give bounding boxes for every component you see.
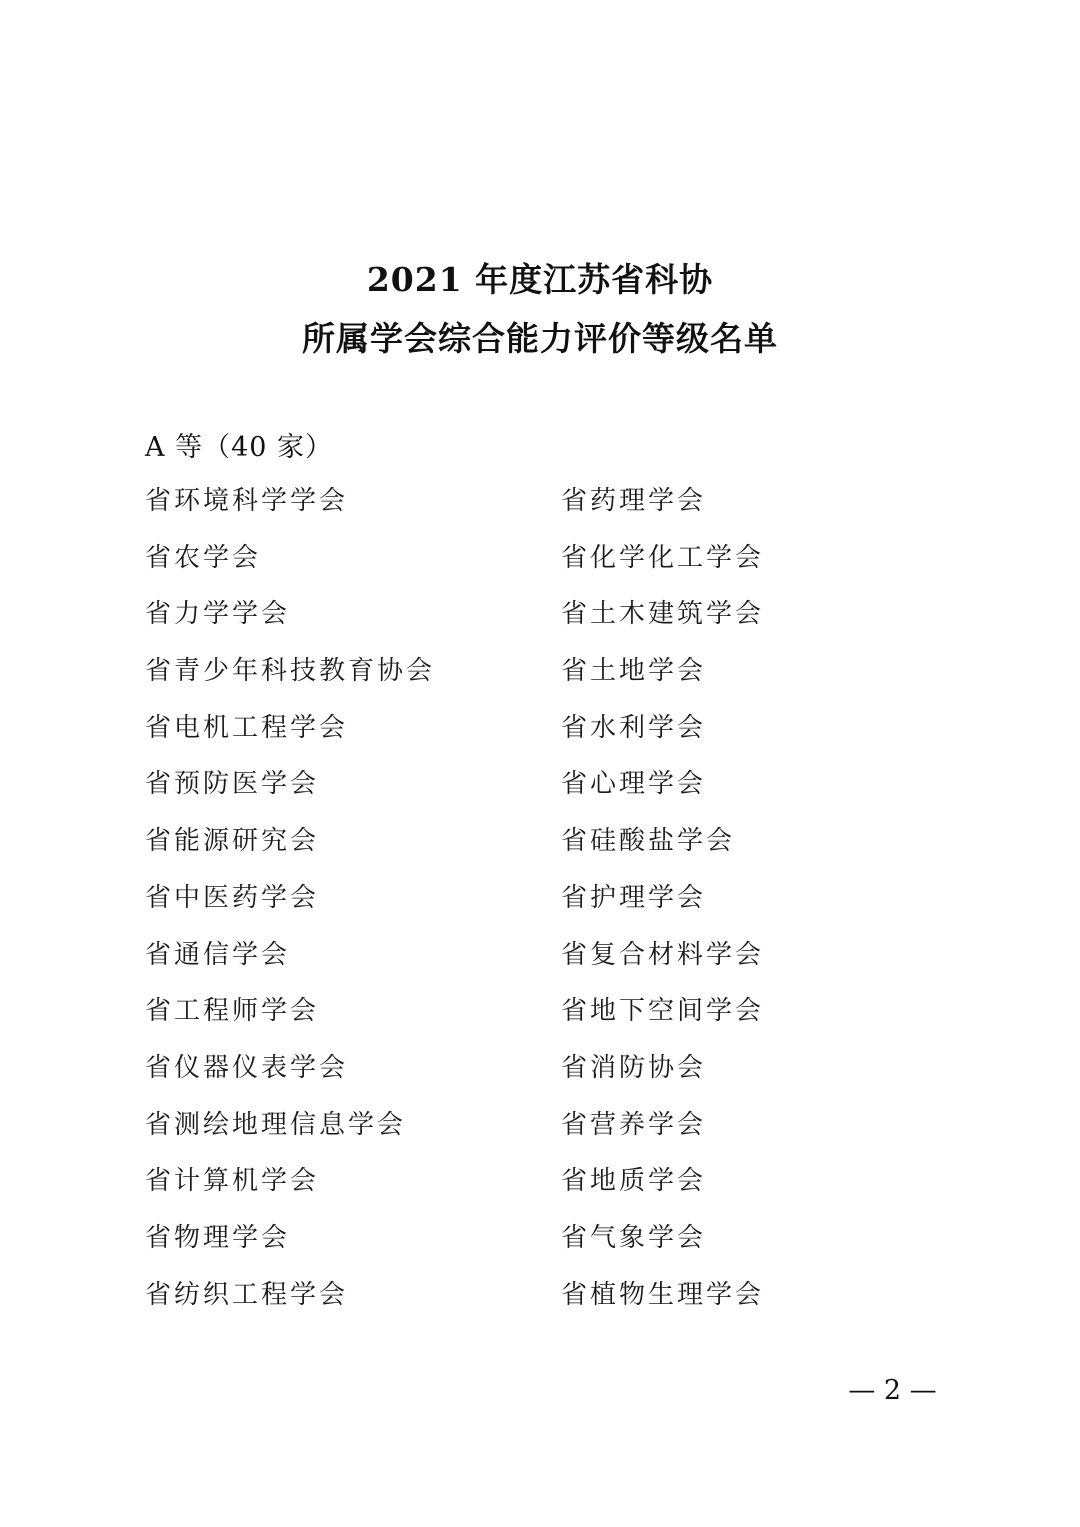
list-item: 省力学学会 bbox=[145, 599, 291, 630]
list-item: 省能源研究会 bbox=[145, 826, 320, 857]
list-item: 省青少年科技教育协会 bbox=[145, 656, 436, 687]
society-list-left bbox=[145, 481, 435, 1331]
document-title-line1: 2021 年度江苏省科协 bbox=[366, 260, 714, 299]
list-item: 省复合材料学会 bbox=[561, 939, 765, 970]
list-item: 省工程师学会 bbox=[145, 996, 320, 1027]
list-item: 省电机工程学会 bbox=[145, 712, 349, 743]
list-item: 省护理学会 bbox=[561, 882, 707, 913]
list-item: 省消防协会 bbox=[561, 1052, 707, 1083]
list-item: 省中医药学会 bbox=[145, 882, 320, 913]
list-item: 省农学会 bbox=[145, 542, 262, 573]
list-item: 省心理学会 bbox=[561, 769, 707, 800]
list-item: 省物理学会 bbox=[145, 1222, 291, 1253]
list-item: 省土木建筑学会 bbox=[561, 599, 765, 630]
list-item: 省环境科学学会 bbox=[145, 486, 349, 516]
society-list-right bbox=[561, 481, 764, 1331]
document-title-line2: 所属学会综合能力评价等级名单 bbox=[302, 319, 778, 358]
list-item: 省植物生理学会 bbox=[561, 1279, 765, 1310]
list-item: 省地质学会 bbox=[561, 1166, 707, 1197]
list-item: 省化学化工学会 bbox=[561, 542, 765, 573]
page-number: — 2 — bbox=[848, 1375, 937, 1406]
section-heading-grade-a: A 等（40 家） bbox=[145, 432, 334, 463]
list-item: 省仪器仪表学会 bbox=[145, 1052, 349, 1083]
list-item: 省营养学会 bbox=[561, 1109, 707, 1140]
list-item: 省通信学会 bbox=[145, 939, 291, 970]
list-item: 省土地学会 bbox=[561, 656, 707, 687]
list-item: 省水利学会 bbox=[561, 712, 707, 743]
list-item: 省气象学会 bbox=[561, 1222, 707, 1253]
list-item: 省药理学会 bbox=[561, 486, 707, 516]
list-item: 省计算机学会 bbox=[145, 1166, 320, 1197]
list-item: 省测绘地理信息学会 bbox=[145, 1109, 407, 1140]
list-item: 省地下空间学会 bbox=[561, 996, 765, 1027]
list-item: 省预防医学会 bbox=[145, 769, 320, 800]
list-item: 省纺织工程学会 bbox=[145, 1279, 349, 1310]
list-item: 省硅酸盐学会 bbox=[561, 826, 736, 857]
